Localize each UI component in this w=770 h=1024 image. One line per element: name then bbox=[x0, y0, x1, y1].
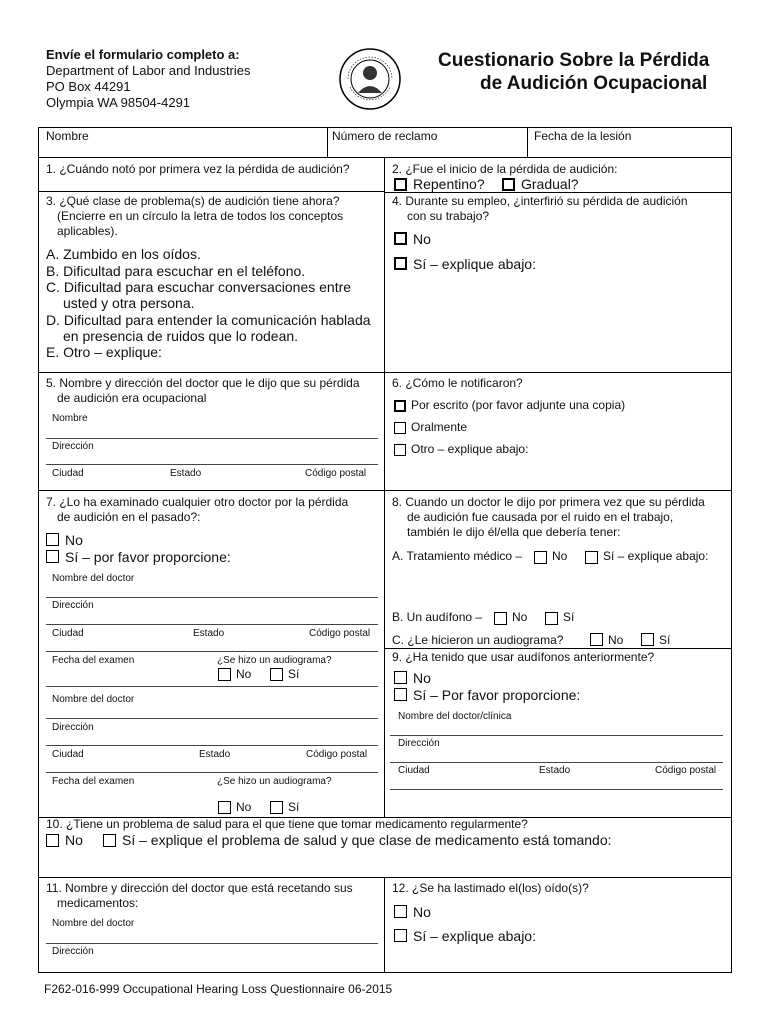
q5-city-label: Ciudad bbox=[52, 468, 84, 479]
address-line-3: Olympia WA 98504-4291 bbox=[46, 95, 191, 110]
q12-no-checkbox[interactable] bbox=[394, 905, 407, 918]
q8-a-label: A. Tratamiento médico – bbox=[392, 549, 523, 563]
q5-address-line[interactable] bbox=[46, 464, 378, 465]
q8-b-no-checkbox[interactable] bbox=[494, 612, 507, 625]
q8-b-yes-label: Sí bbox=[563, 610, 575, 624]
q3-line-2: (Encierre en un círculo la letra de todos los conceptos bbox=[57, 209, 344, 223]
q10-no-label: No bbox=[65, 832, 83, 848]
q7-doctor-name-label: Nombre del doctor bbox=[52, 573, 135, 584]
q10-yes-checkbox[interactable] bbox=[103, 834, 116, 847]
q6-other-label: Otro – explique abajo: bbox=[411, 442, 529, 456]
q11-line-1: 11. Nombre y dirección del doctor que está recetando sus bbox=[46, 881, 353, 895]
q8-c-no-checkbox[interactable] bbox=[590, 633, 603, 646]
q6-written-label: Por escrito (por favor adjunte una copia) bbox=[411, 398, 626, 412]
q7-no-checkbox[interactable] bbox=[46, 533, 59, 546]
q7-audiogram-yes-label: Sí bbox=[288, 667, 300, 681]
q11-doctor-name-label: Nombre del doctor bbox=[52, 918, 135, 929]
q4-yes-label: Sí – explique abajo: bbox=[413, 256, 536, 272]
q8-a-no-label: No bbox=[552, 549, 568, 563]
q9-yes-checkbox[interactable] bbox=[394, 688, 407, 701]
q2-gradual-checkbox[interactable] bbox=[502, 178, 515, 191]
q7-line-1: 7. ¿Lo ha examinado cualquier otro doctor por la pérdida bbox=[46, 495, 349, 509]
q2-gradual-label: Gradual? bbox=[521, 176, 579, 192]
q8-b-no-label: No bbox=[512, 610, 528, 624]
q7-no-label: No bbox=[65, 532, 83, 548]
q5-name-line[interactable] bbox=[46, 438, 378, 439]
q8-c-yes-label: Sí bbox=[659, 633, 671, 647]
q9-yes-label: Sí – Por favor proporcione: bbox=[413, 687, 581, 703]
q7-exam-date-label: Fecha del examen bbox=[52, 655, 135, 666]
address-line-1: Department of Labor and Industries bbox=[46, 63, 251, 78]
q7-audiogram-no-checkbox-2[interactable] bbox=[218, 801, 231, 814]
q7-line-2: de audición en el pasado?: bbox=[57, 510, 201, 524]
q7-audiogram-yes-label-2: Sí bbox=[288, 800, 300, 814]
q2-sudden-checkbox[interactable] bbox=[394, 178, 407, 191]
q9-city-line[interactable] bbox=[390, 789, 723, 790]
q8-b-label: B. Un audífono – bbox=[392, 610, 483, 624]
q8-c-yes-checkbox[interactable] bbox=[641, 633, 654, 646]
q8-a-no-checkbox[interactable] bbox=[534, 551, 547, 564]
q8-a-yes-checkbox[interactable] bbox=[585, 551, 598, 564]
q9-no-label: No bbox=[413, 670, 431, 686]
q3-option-e[interactable]: E. Otro – explique: bbox=[46, 344, 162, 360]
q7-audiogram-no-label: No bbox=[236, 667, 252, 681]
q7-city-label-2: Ciudad bbox=[52, 749, 84, 760]
q3-option-c[interactable]: C. Dificultad para escuchar conversaciones entre bbox=[46, 279, 352, 295]
q10-no-checkbox[interactable] bbox=[46, 834, 59, 847]
q8-c-no-label: No bbox=[608, 633, 624, 647]
q4-yes-checkbox[interactable] bbox=[394, 257, 407, 270]
q8-a-yes-label: Sí – explique abajo: bbox=[603, 549, 709, 563]
q7-audiogram-no-checkbox[interactable] bbox=[218, 668, 231, 681]
q9-text: 9. ¿Ha tenido que usar audífonos anteriormente? bbox=[392, 650, 655, 664]
q7-audiogram-label-2: ¿Se hizo un audiograma? bbox=[217, 776, 332, 787]
q11-address-label: Dirección bbox=[52, 946, 94, 957]
q7-address-label-2: Dirección bbox=[52, 722, 94, 733]
q9-zip-label: Código postal bbox=[655, 765, 717, 776]
q3-line-1: 3. ¿Qué clase de problema(s) de audición tiene ahora? bbox=[46, 194, 340, 208]
q4-no-checkbox[interactable] bbox=[394, 232, 407, 245]
q9-state-label: Estado bbox=[539, 765, 571, 776]
name-label: Nombre bbox=[46, 129, 89, 143]
q8-line-2: de audición fue causada por el ruido en el trabajo, bbox=[407, 510, 674, 524]
form-title-line-2: de Audición Ocupacional bbox=[480, 73, 708, 94]
q3-line-3: aplicables). bbox=[57, 224, 118, 238]
q11-line-2: medicamentos: bbox=[57, 896, 139, 910]
q7-city-line-2[interactable] bbox=[46, 772, 378, 773]
q5-state-label: Estado bbox=[170, 468, 202, 479]
claim-number-label: Número de reclamo bbox=[332, 129, 438, 143]
q7-doctor-name-label-2: Nombre del doctor bbox=[52, 694, 135, 705]
q7-yes-checkbox[interactable] bbox=[46, 550, 59, 563]
q3-option-a[interactable]: A. Zumbido en los oídos. bbox=[46, 246, 201, 262]
q7-exam-date-label-2: Fecha del examen bbox=[52, 776, 135, 787]
q5-name-label: Nombre bbox=[52, 413, 88, 424]
q6-other-checkbox[interactable] bbox=[394, 444, 406, 456]
q3-option-d[interactable]: D. Dificultad para entender la comunicación hablada bbox=[46, 312, 371, 328]
q8-line-3: también le dijo él/ella que debería tener: bbox=[407, 525, 621, 539]
q12-no-label: No bbox=[413, 904, 431, 920]
q4-line-2: con su trabajo? bbox=[407, 209, 490, 223]
injury-date-label: Fecha de la lesión bbox=[534, 129, 632, 143]
q7-audiogram-label: ¿Se hizo un audiograma? bbox=[217, 655, 332, 666]
q3-option-b[interactable]: B. Dificultad para escuchar en el teléfono. bbox=[46, 263, 306, 279]
q7-zip-label-2: Código postal bbox=[306, 749, 368, 760]
q6-text: 6. ¿Cómo le notificaron? bbox=[392, 376, 523, 390]
q5-address-label: Dirección bbox=[52, 441, 94, 452]
q9-no-checkbox[interactable] bbox=[394, 671, 407, 684]
q7-audiogram-yes-checkbox[interactable] bbox=[270, 668, 283, 681]
q5-zip-label: Código postal bbox=[305, 468, 367, 479]
q7-zip-label: Código postal bbox=[309, 628, 371, 639]
q4-line-1: 4. Durante su empleo, ¿interfirió su pérdida de audición bbox=[392, 194, 688, 208]
q10-yes-label: Sí – explique el problema de salud y que clase de medicamento está tomando: bbox=[122, 832, 612, 848]
q12-yes-label: Sí – explique abajo: bbox=[413, 928, 536, 944]
q7-state-label-2: Estado bbox=[199, 749, 231, 760]
q10-text: 10. ¿Tiene un problema de salud para el que tiene que tomar medicamento regularmente? bbox=[46, 817, 528, 831]
state-seal-icon bbox=[338, 47, 402, 111]
q11-doctor-name-line[interactable] bbox=[46, 943, 378, 944]
q5-line-1: 5. Nombre y dirección del doctor que le dijo que su pérdida bbox=[46, 376, 360, 390]
form-title-line-1: Cuestionario Sobre la Pérdida bbox=[438, 50, 710, 71]
q1-text: 1. ¿Cuándo notó por primera vez la pérdida de audición? bbox=[46, 162, 350, 176]
q5-line-2: de audición era ocupacional bbox=[57, 391, 207, 405]
q4-no-label: No bbox=[413, 231, 431, 247]
q9-city-label: Ciudad bbox=[398, 765, 430, 776]
q7-audiogram-yes-checkbox-2[interactable] bbox=[270, 801, 283, 814]
q3-option-c-cont: usted y otra persona. bbox=[63, 295, 195, 311]
q8-c-label: C. ¿Le hicieron un audiograma? bbox=[392, 633, 564, 647]
q3-option-d-cont: en presencia de ruidos que lo rodean. bbox=[63, 328, 299, 344]
footer-form-id: F262-016-999 Occupational Hearing Loss Questionnaire 06-2015 bbox=[44, 982, 393, 996]
q9-doctor-label: Nombre del doctor/clínica bbox=[398, 711, 512, 722]
q6-oral-checkbox[interactable] bbox=[394, 422, 406, 434]
q7-state-label: Estado bbox=[193, 628, 225, 639]
q9-address-line[interactable] bbox=[390, 762, 723, 763]
q7-city-line[interactable] bbox=[46, 651, 378, 652]
q7-exam-line[interactable] bbox=[46, 686, 378, 687]
q6-oral-label: Oralmente bbox=[411, 420, 468, 434]
q6-written-checkbox[interactable] bbox=[394, 400, 406, 412]
q7-audiogram-no-label-2: No bbox=[236, 800, 252, 814]
q12-yes-checkbox[interactable] bbox=[394, 929, 407, 942]
address-line-2: PO Box 44291 bbox=[46, 79, 131, 94]
q2-sudden-label: Repentino? bbox=[413, 176, 485, 192]
q8-line-1: 8. Cuando un doctor le dijo por primera vez que su pérdida bbox=[392, 495, 705, 509]
q8-b-yes-checkbox[interactable] bbox=[545, 612, 558, 625]
q9-doctor-line[interactable] bbox=[390, 735, 723, 736]
q7-city-label: Ciudad bbox=[52, 628, 84, 639]
q7-address-label: Dirección bbox=[52, 600, 94, 611]
q7-address-line[interactable] bbox=[46, 624, 378, 625]
send-to-label: Envíe el formulario completo a: bbox=[46, 47, 240, 62]
q7-doctor-name-line[interactable] bbox=[46, 597, 378, 598]
q9-address-label: Dirección bbox=[398, 738, 440, 749]
q7-address-line-2[interactable] bbox=[46, 745, 378, 746]
q12-text: 12. ¿Se ha lastimado el(los) oído(s)? bbox=[392, 881, 589, 895]
q7-yes-label: Sí – por favor proporcione: bbox=[65, 549, 231, 565]
q2-text: 2. ¿Fue el inicio de la pérdida de audición: bbox=[392, 162, 618, 176]
q7-doctor-name-line-2[interactable] bbox=[46, 718, 378, 719]
